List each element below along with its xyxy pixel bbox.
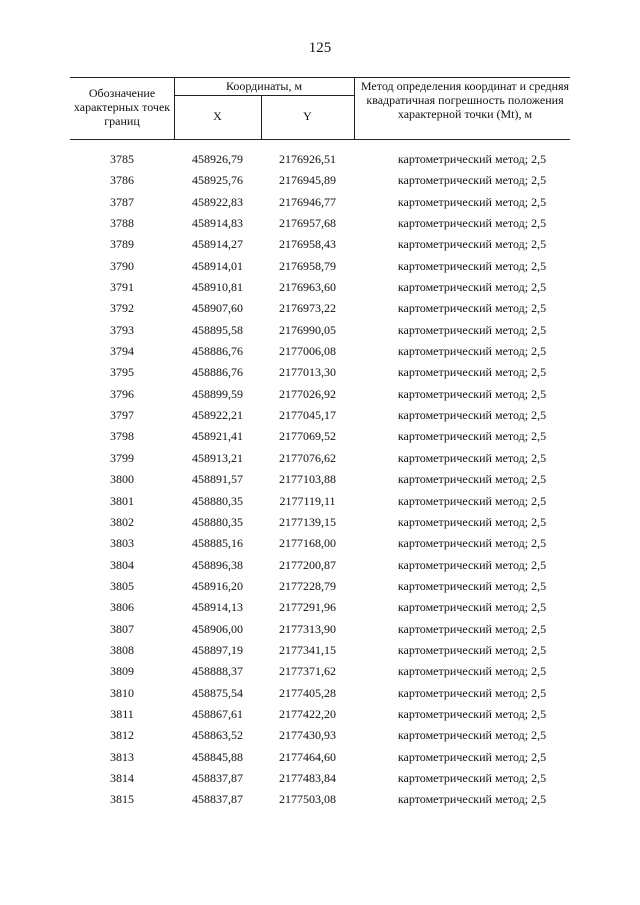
header-x: X bbox=[213, 109, 222, 123]
header-divider bbox=[174, 95, 354, 96]
coord-y: 2177313,90 bbox=[279, 621, 336, 636]
table-row bbox=[70, 192, 570, 213]
method-cell: картометрический метод; 2,5 bbox=[397, 557, 547, 572]
method-cell: картометрический метод; 2,5 bbox=[397, 408, 547, 423]
table-row bbox=[70, 469, 570, 490]
table-row bbox=[70, 704, 570, 725]
method-cell: картометрический метод; 2,5 bbox=[397, 301, 547, 316]
method-cell: картометрический метод; 2,5 bbox=[397, 472, 547, 487]
point-id: 3787 bbox=[110, 194, 134, 209]
method-cell: картометрический метод; 2,5 bbox=[397, 216, 547, 231]
table-row bbox=[70, 747, 570, 768]
point-id: 3798 bbox=[110, 429, 134, 444]
coord-y: 2177200,87 bbox=[279, 557, 336, 572]
coord-y: 2176973,22 bbox=[279, 301, 336, 316]
table-row bbox=[70, 277, 570, 298]
table-row bbox=[70, 341, 570, 362]
coord-y: 2176945,89 bbox=[279, 173, 336, 188]
point-id: 3815 bbox=[110, 792, 134, 807]
coord-y: 2177422,20 bbox=[279, 706, 336, 721]
coord-y: 2176926,51 bbox=[279, 152, 336, 166]
coord-x: 458891,57 bbox=[192, 472, 243, 487]
coord-y: 2177291,96 bbox=[279, 600, 336, 615]
coord-y: 2177228,79 bbox=[279, 578, 336, 593]
coord-x: 458867,61 bbox=[192, 706, 243, 721]
method-cell: картометрический метод; 2,5 bbox=[397, 728, 547, 743]
coord-x: 458916,20 bbox=[192, 578, 243, 593]
table-row bbox=[70, 426, 570, 447]
coord-y: 2177483,84 bbox=[279, 770, 336, 785]
header-method: Метод определения координат и средняя квадратичная погрешность положения характерной точки (Mt), м bbox=[360, 79, 570, 121]
coord-y: 2176946,77 bbox=[279, 194, 336, 209]
coord-y: 2177119,11 bbox=[279, 493, 336, 508]
coord-x: 458896,38 bbox=[192, 557, 243, 572]
method-cell: картометрический метод; 2,5 bbox=[397, 173, 547, 188]
method-cell: картометрический метод; 2,5 bbox=[397, 237, 547, 252]
method-cell: картометрический метод; 2,5 bbox=[397, 621, 547, 636]
point-id: 3802 bbox=[110, 514, 134, 529]
table-row bbox=[70, 213, 570, 234]
point-id: 3808 bbox=[110, 642, 134, 657]
coord-y: 2177103,88 bbox=[279, 472, 336, 487]
coord-x: 458925,76 bbox=[192, 173, 243, 188]
table-row bbox=[70, 491, 570, 512]
table-row bbox=[70, 725, 570, 746]
table-row bbox=[70, 533, 570, 554]
point-id: 3786 bbox=[110, 173, 134, 188]
method-cell: картометрический метод; 2,5 bbox=[397, 344, 547, 359]
coord-x: 458885,16 bbox=[192, 536, 243, 551]
coord-x: 458837,87 bbox=[192, 792, 243, 807]
coord-x: 458895,58 bbox=[192, 322, 243, 337]
coord-x: 458880,35 bbox=[192, 514, 243, 529]
method-cell: картометрический метод; 2,5 bbox=[397, 365, 547, 380]
table-row bbox=[70, 640, 570, 661]
point-id: 3807 bbox=[110, 621, 134, 636]
method-cell: картометрический метод; 2,5 bbox=[397, 600, 547, 615]
coord-y: 2177013,30 bbox=[279, 365, 336, 380]
method-cell: картометрический метод; 2,5 bbox=[397, 258, 547, 273]
point-id: 3810 bbox=[110, 685, 134, 700]
point-id: 3811 bbox=[110, 706, 134, 721]
point-id: 3789 bbox=[110, 237, 134, 252]
coord-y: 2176958,79 bbox=[279, 258, 336, 273]
table-row bbox=[70, 384, 570, 405]
point-id: 3799 bbox=[110, 450, 134, 465]
method-cell: картометрический метод; 2,5 bbox=[397, 386, 547, 401]
table-row bbox=[70, 256, 570, 277]
coord-y: 2177503,08 bbox=[279, 792, 336, 807]
point-id: 3804 bbox=[110, 557, 134, 572]
table-row bbox=[70, 619, 570, 640]
method-cell: картометрический метод; 2,5 bbox=[397, 792, 547, 807]
method-cell: картометрический метод; 2,5 bbox=[397, 152, 547, 166]
page-number: 125 bbox=[308, 40, 332, 56]
coord-x: 458914,13 bbox=[192, 600, 243, 615]
coord-x: 458837,87 bbox=[192, 770, 243, 785]
point-id: 3814 bbox=[110, 770, 134, 785]
coord-x: 458914,83 bbox=[192, 216, 243, 231]
header-divider bbox=[354, 78, 355, 139]
coord-x: 458845,88 bbox=[192, 749, 243, 764]
header-coordinates: Координаты, м bbox=[225, 79, 303, 93]
coord-y: 2177430,93 bbox=[279, 728, 336, 743]
point-id: 3806 bbox=[110, 600, 134, 615]
point-id: 3797 bbox=[110, 408, 134, 423]
table-row bbox=[70, 683, 570, 704]
coord-y: 2176963,60 bbox=[279, 280, 336, 295]
table-row bbox=[70, 320, 570, 341]
coord-x: 458886,76 bbox=[192, 344, 243, 359]
table-row bbox=[70, 512, 570, 533]
table-row bbox=[70, 170, 570, 191]
method-cell: картометрический метод; 2,5 bbox=[397, 514, 547, 529]
method-cell: картометрический метод; 2,5 bbox=[397, 280, 547, 295]
coord-y: 2177045,17 bbox=[279, 408, 336, 423]
coord-y: 2177026,92 bbox=[279, 386, 336, 401]
coord-x: 458922,21 bbox=[192, 408, 243, 423]
point-id: 3812 bbox=[110, 728, 134, 743]
coord-x: 458914,01 bbox=[192, 258, 243, 273]
coord-x: 458921,41 bbox=[192, 429, 243, 444]
point-id: 3790 bbox=[110, 258, 134, 273]
coord-x: 458914,27 bbox=[192, 237, 243, 252]
coord-y: 2176957,68 bbox=[279, 216, 336, 231]
point-id: 3785 bbox=[110, 152, 134, 166]
coord-x: 458906,00 bbox=[192, 621, 243, 636]
table-row bbox=[70, 555, 570, 576]
method-cell: картометрический метод; 2,5 bbox=[397, 642, 547, 657]
point-id: 3800 bbox=[110, 472, 134, 487]
header-point-label: Обозначение характерных точек границ bbox=[73, 86, 171, 128]
point-id: 3801 bbox=[110, 493, 134, 508]
table-row bbox=[70, 597, 570, 618]
table-row bbox=[70, 362, 570, 383]
coord-x: 458880,35 bbox=[192, 493, 243, 508]
point-id: 3796 bbox=[110, 386, 134, 401]
coord-y: 2176990,05 bbox=[279, 322, 336, 337]
coord-x: 458899,59 bbox=[192, 386, 243, 401]
point-id: 3805 bbox=[110, 578, 134, 593]
coord-y: 2177405,28 bbox=[279, 685, 336, 700]
point-id: 3809 bbox=[110, 664, 134, 679]
coord-x: 458888,37 bbox=[192, 664, 243, 679]
point-id: 3794 bbox=[110, 344, 134, 359]
table-row bbox=[70, 234, 570, 255]
coord-y: 2177076,62 bbox=[279, 450, 336, 465]
method-cell: картометрический метод; 2,5 bbox=[397, 578, 547, 593]
coord-x: 458886,76 bbox=[192, 365, 243, 380]
point-id: 3793 bbox=[110, 322, 134, 337]
point-id: 3788 bbox=[110, 216, 134, 231]
header-y: Y bbox=[303, 109, 312, 123]
table-header bbox=[70, 77, 570, 140]
method-cell: картометрический метод; 2,5 bbox=[397, 749, 547, 764]
coord-x: 458910,81 bbox=[192, 280, 243, 295]
table-row bbox=[70, 768, 570, 789]
table-row bbox=[70, 149, 570, 170]
coord-x: 458875,54 bbox=[192, 685, 243, 700]
method-cell: картометрический метод; 2,5 bbox=[397, 664, 547, 679]
coord-x: 458913,21 bbox=[192, 450, 243, 465]
method-cell: картометрический метод; 2,5 bbox=[397, 706, 547, 721]
coord-x: 458926,79 bbox=[192, 152, 243, 166]
point-id: 3803 bbox=[110, 536, 134, 551]
coord-y: 2177371,62 bbox=[279, 664, 336, 679]
method-cell: картометрический метод; 2,5 bbox=[397, 770, 547, 785]
coord-x: 458897,19 bbox=[192, 642, 243, 657]
coord-y: 2177168,00 bbox=[279, 536, 336, 551]
method-cell: картометрический метод; 2,5 bbox=[397, 322, 547, 337]
method-cell: картометрический метод; 2,5 bbox=[397, 194, 547, 209]
point-id: 3795 bbox=[110, 365, 134, 380]
coord-y: 2177006,08 bbox=[279, 344, 336, 359]
coord-x: 458922,83 bbox=[192, 194, 243, 209]
table-row bbox=[70, 789, 570, 810]
coord-x: 458863,52 bbox=[192, 728, 243, 743]
point-id: 3813 bbox=[110, 749, 134, 764]
table-row bbox=[70, 661, 570, 682]
table-row bbox=[70, 405, 570, 426]
table-row bbox=[70, 576, 570, 597]
coord-y: 2177464,60 bbox=[279, 749, 336, 764]
coord-y: 2176958,43 bbox=[279, 237, 336, 252]
table-body bbox=[70, 149, 570, 811]
coord-y: 2177139,15 bbox=[279, 514, 336, 529]
method-cell: картометрический метод; 2,5 bbox=[397, 493, 547, 508]
coord-x: 458907,60 bbox=[192, 301, 243, 316]
method-cell: картометрический метод; 2,5 bbox=[397, 685, 547, 700]
coord-y: 2177341,15 bbox=[279, 642, 336, 657]
table-row bbox=[70, 448, 570, 469]
method-cell: картометрический метод; 2,5 bbox=[397, 450, 547, 465]
method-cell: картометрический метод; 2,5 bbox=[397, 429, 547, 444]
coord-y: 2177069,52 bbox=[279, 429, 336, 444]
method-cell: картометрический метод; 2,5 bbox=[397, 536, 547, 551]
point-id: 3792 bbox=[110, 301, 134, 316]
table-row bbox=[70, 298, 570, 319]
point-id: 3791 bbox=[110, 280, 134, 295]
